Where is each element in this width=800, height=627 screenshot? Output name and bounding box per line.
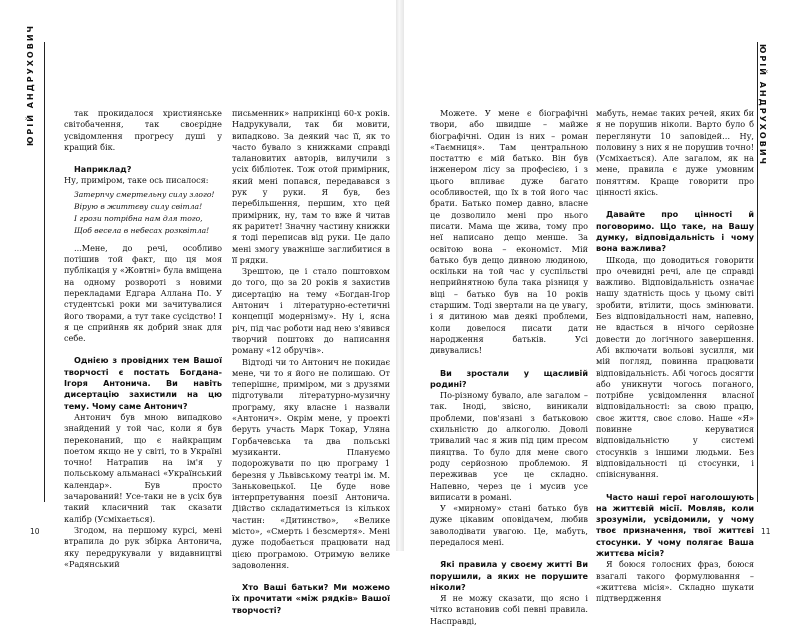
- body-paragraph: Я не можу сказати, що ясно і чітко встановив собі певні правила. Насправді,: [430, 593, 588, 626]
- poem-line: Вірую в життєву силу світла!: [74, 201, 203, 211]
- body-paragraph: мабуть, немає таких речей, яких би я не порушив ніколи. Варто було б переглянути 10 заповідей… Ну, половину з них я не порушив точно! (Усміхається). Але загалом, як на мене, правила є дуже умовним поняттям. Краще говорити про цінності якісь.: [596, 108, 754, 198]
- interview-question: Наприклад?: [74, 164, 132, 175]
- running-head-left: ЮРІЙ АНДРУХОВИЧ: [26, 24, 35, 146]
- body-paragraph: Можете. У мене є біографічні твори, або швидше – майже біографічні. Один із них – роман «Таємниця». Там центральною постаттю є мій батько. Він був інженером лісу за професією, і з цього впливає дуже багато особливостей, що їх в той його час брати. Батько помер давно, власне це дозволило мені про нього писати. Мама ще жива, тому про неї написано дещо менше. За освітою вона – економіст. Мій батько був дещо дивною людиною, оскільки на той час у суспільстві неприйнятною була така різниця у віці – батько був на 10 років старшим. Тоді звертали на це увагу, і я дитиною мав деякі проблеми, коли довелося писати дати народження батьків. Усі дивувались!: [430, 108, 588, 356]
- text-column-2: [232, 108, 390, 616]
- interview-question: Які правила у своєму житті Ви порушили, а яких не порушите ніколи?: [430, 559, 588, 592]
- body-paragraph: Відтоді чи то Антонич не покидає мене, чи то я його не полишаю. От теперішнє, приміром, ми з друзями підготували літературно-музичну програму, яку власне і назвали «Антонич». Окрім мене, у проекті беруть участь Марк Токар, Уляна Горбачевська та два польські музиканти. Плануємо подорожувати по цю програму 1 березня у Львівському театрі ім. М. Заньковецької. Це буде нове інтерпретування поезії Антонича. Дійство складатиметься із кількох частин: «Дитинство», «Велике місто», «Смерть і безсмертя». Мені дуже подобається працювати над цією програмою. Отримую велике задоволення.: [232, 356, 390, 570]
- poem-line: Щоб весела в небесах розквітла!: [74, 225, 210, 235]
- body-paragraph: так прокидалося християнське світобачення, так своєрідне усвідомлення прогресу душі у кращий бік.: [64, 108, 222, 152]
- body-paragraph: Шкода, що доводиться говорити про очевидні речі, але це справді важливо. Відповідальність означає нашу здатність щось у цьому світі зробити, втілити, щось змінювати. Без відповідальності нам, напевно, не вдасться в нічого серйозне довести до логічного завершення. Абі включати вольові зусилля, ми мій погляд, повинна працювати відповідальність. Абі чогось досягти або уникнути чогось поганого, потрібне усвідомлення власної відповідальності: за свою працю, своє життя, своє слово. Наше «Я» повинне керуватися відповідальністю у системі стосунків з іншими людьми. Без відповідальності ці стосунки, і співіснування.: [596, 254, 754, 480]
- interview-question: Давайте про цінності й поговоримо. Що таке, на Вашу думку, відповідальність і чому вона важлива?: [596, 209, 754, 254]
- body-paragraph: Я боюся голосних фраз, боюся взагалі такого формулювання – «життєва місія». Складно шукати підтвердження: [596, 559, 754, 604]
- poem-line: Затерпчу смертельну силу злого!: [74, 189, 215, 199]
- left-margin-rule: [44, 42, 45, 502]
- poem-line: І грози потрібна нам для того,: [74, 213, 203, 223]
- page-number-right: 11: [761, 527, 771, 536]
- body-paragraph: Згодом, на першому курсі, мені втрапила до рук збірка Антонича, яку передрукували у видавництві «Радянський: [64, 524, 222, 569]
- interview-question: Хто Ваші батьки? Ми можемо їх прочитати «між рядків» Вашої творчості?: [232, 582, 390, 615]
- body-paragraph: Ну, приміром, таке ось писалося:: [64, 175, 209, 186]
- text-column-3: [430, 108, 588, 627]
- poem-quote: [74, 189, 222, 237]
- interview-question: Часто наші герої наголошують на життєвій місії. Мовляв, коли зрозуміли, усвідомили, у чому твоє призначення, твої життєві стосунки. У чому полягає Ваша життєва місія?: [596, 491, 754, 558]
- interview-question: Ви зростали у щасливій родині?: [430, 367, 588, 389]
- spacer: [64, 153, 222, 164]
- body-paragraph: У «мирному» стані батько був дуже цікавим оповідачем, любив заволодівати увагою. Це, мабуть, передалося мені.: [430, 503, 588, 547]
- text-column-1: [64, 108, 222, 570]
- body-paragraph: письменник» наприкінці 60-х років. Надрукували, так би мовити, випадково. За деякий час її, як то часто бувало з книжками справді талановитих авторів, вилучили з усіх бібліотек. Тож отой примірник, який мені попався, передавався з рук у руки. Я був, без перебільшення, першим, хто цей примірник, ну, там то вже й читав як раритет! Значну частину книжки я тоді переписав від руки. Це дало мені змогу уважніше заглибитися в її рядки.: [232, 108, 390, 265]
- book-gutter: [396, 0, 404, 551]
- text-column-4: [596, 108, 754, 604]
- body-paragraph: По-різному бувало, але загалом – так. Іноді, звісно, виникали проблеми, пов'язані з батьковою схильністю до алкоголю. Доволі тривалий час я жив під цим пресом пияцтва. То було для мене свого роду серйозною проблемою. Я переживав усе це складно. Напевно, через це і мусив усе виписати в романі.: [430, 390, 588, 502]
- page-number-left: 10: [30, 527, 40, 536]
- interview-question: Однією з провідних тем Вашої творчості є постать Богдана-Ігоря Антонича. Ви навіть дисертацію захистили на цю тему. Чому саме Антонич?: [64, 355, 222, 411]
- running-head-right: ЮРІЙ АНДРУХОВИЧ: [758, 44, 767, 166]
- right-margin-rule: [757, 42, 758, 502]
- body-paragraph: Антонич був мною випадково знайдений у той час, коли я був переконаний, що є найкращим поетом якщо не у світі, то в Україні точно! Натрапив на ім'я у польському альманасі «Український календар». Був просто зачарований! Усе-таки не в усіх був такий класичний так сказати калібр (Усміхається).: [64, 411, 222, 524]
- body-paragraph: ...Мене, до речі, особливо потішив той факт, що ця моя публікація у «Жовтні» була вміщена на одному розвороті з новими перекладами Едгара Аллана По. У студентські роки ми зачитувалися його творами, а тут таке сусідство! І я це сприйняв як добрий знак для себе.: [64, 242, 222, 344]
- body-paragraph: Зрештою, це і стало поштовхом до того, що за 20 років я захистив дисертацію на тему «Богдан-Ігор Антонич і літературно-естетичні концепції модернізму». Ну і, ясна річ, під час роботи над нею з'явився творчий поштовх до написання роману «12 обручів».: [232, 266, 390, 356]
